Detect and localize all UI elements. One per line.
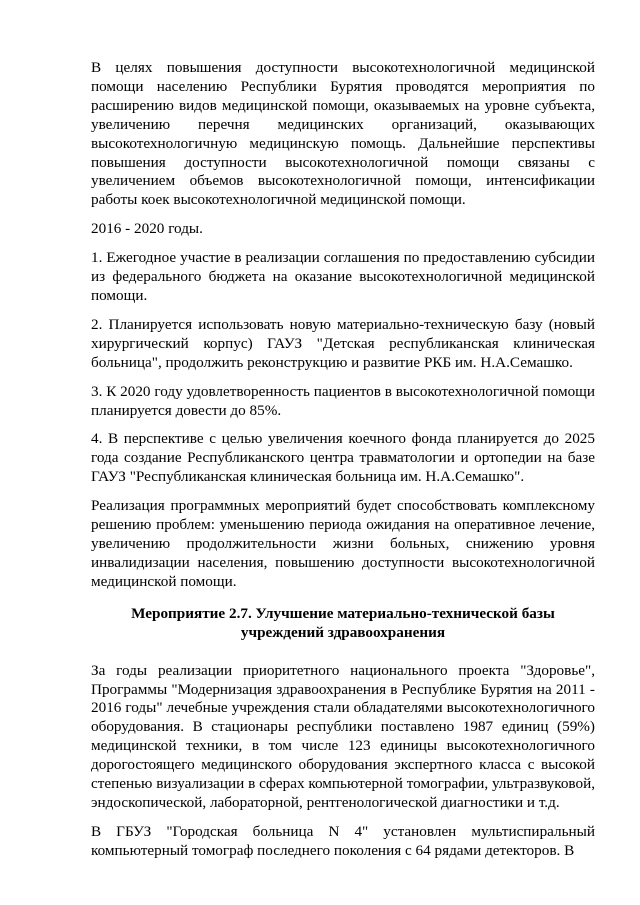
document-page xyxy=(91,59,595,871)
paragraph-item-4: 4. В перспективе с целью увеличения коечного фонда планируется до 2025 года создание Республиканского центра травматологии и ортопедии на базе ГАУЗ "Республиканская клиническая больница им. Н.А.Семашко". xyxy=(91,430,595,486)
paragraph-item-1: 1. Ежегодное участие в реализации соглашения по предоставлению субсидии из федерального бюджета на оказание высокотехнологичной медицинской помощи. xyxy=(91,249,595,304)
paragraph-period: 2016 - 2020 годы. xyxy=(91,220,203,238)
paragraph-item-3: 3. К 2020 году удовлетворенность пациентов в высокотехнологичной помощи планируется довести до 85%. xyxy=(91,382,595,419)
paragraph-hightech-access: В целях повышения доступности высокотехнологичной медицинской помощи населению Республики Бурятия проводятся мероприятия по расширению видов медицинской помощи, оказываемых на уровне субъекта, увеличению перечня медицинских организаций, оказывающих высокотехнологичную медицинскую помощь. Дальнейшие перспективы повышения доступности высокотехнологичной помощи связаны с увеличением объемов высокотехнологичной помощи, интенсификации работы коек высокотехнологичной медицинской помощи. xyxy=(91,59,595,209)
paragraph-item-2: 2. Планируется использовать новую материально-техническую базу (новый хирургический корпус) ГАУЗ "Детская республиканская клиническая больница", продолжить реконструкцию и развитие РКБ им. Н.А.Семашко. xyxy=(91,315,595,371)
section-heading xyxy=(91,604,595,642)
paragraph-program-outcome: Реализация программных мероприятий будет способствовать комплексному решению проблем: уменьшению периода ожидания на оперативное лечение, увеличению продолжительности жизни больных, снижению уровня инвалидизации населения, повышению доступности высокотехнологичной медицинской помощи. xyxy=(91,497,595,590)
paragraph-hospital-4: В ГБУЗ "Городская больница N 4" установлен мультиспиральный компьютерный томограф последнего поколения с 64 рядами детекторов. В xyxy=(91,822,595,859)
section-heading-line-2: учреждений здравоохранения xyxy=(240,623,446,641)
section-heading-line-1: Мероприятие 2.7. Улучшение материально-технической базы xyxy=(131,604,555,622)
paragraph-equipment: За годы реализации приоритетного национального проекта "Здоровье", Программы "Модернизация здравоохранения в Республике Бурятия на 2011 - 2016 годы" лечебные учреждения стали обладателями высокотехнологичного оборудования. В стационары республики поставлено 1987 единиц (59%) медицинской техники, в том числе 123 единицы высокотехнологичного дорогостоящего медицинского оборудования экспертного класса с высокой степенью визуализации в сферах компьютерной томографии, ультразвуковой, эндоскопической, лабораторной, рентгенологической диагностики и т.д. xyxy=(91,661,595,811)
